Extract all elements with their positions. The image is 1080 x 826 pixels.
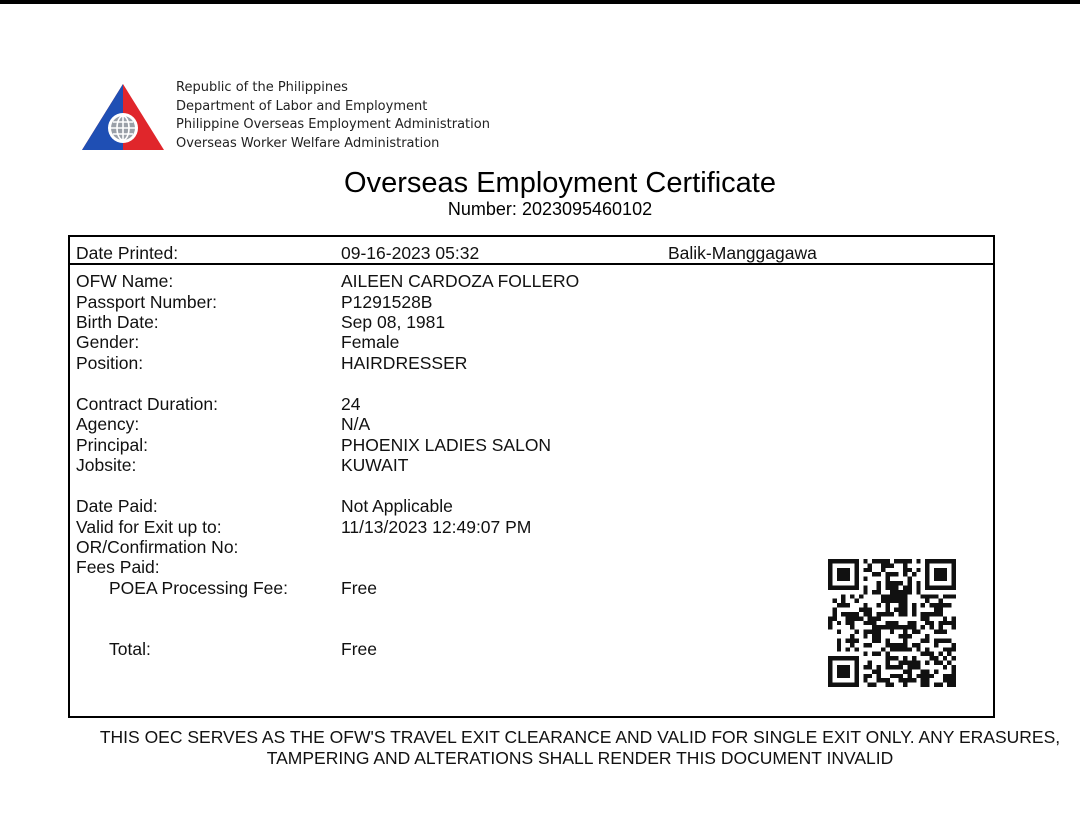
agency-header <box>176 79 490 153</box>
gender-value: Female <box>341 332 400 352</box>
date-paid-label: Date Paid: <box>76 496 158 516</box>
footer-line-2: TAMPERING AND ALTERATIONS SHALL RENDER THIS DOCUMENT INVALID <box>266 747 894 768</box>
total-value: Free <box>341 639 377 659</box>
agency-label: Agency: <box>76 414 140 434</box>
jobsite-value: KUWAIT <box>341 455 409 475</box>
agency-value: N/A <box>341 414 371 434</box>
agency-line: Philippine Overseas Employment Administration <box>176 117 490 132</box>
category-label: Balik-Manggagawa <box>668 243 817 263</box>
certificate-number <box>0 199 1080 220</box>
certificate-title: Overseas Employment Certificate <box>344 167 776 199</box>
qr-code-icon <box>828 559 956 687</box>
date-printed-row <box>70 237 993 265</box>
top-border <box>0 0 1080 4</box>
footer-line-1: THIS OEC SERVES AS THE OFW'S TRAVEL EXIT CLEARANCE AND VALID FOR SINGLE EXIT ONLY. ANY ERASURES, <box>99 727 1061 747</box>
agency-line: Department of Labor and Employment <box>176 98 428 114</box>
agency-line: Overseas Worker Welfare Administration <box>176 135 440 151</box>
date-printed-label: Date Printed: <box>76 243 179 263</box>
agency-line: Republic of the Philippines <box>176 80 348 95</box>
date-printed-value: 09-16-2023 05:32 <box>341 243 480 263</box>
gender-label: Gender: <box>76 332 140 352</box>
poea-fee-label: POEA Processing Fee: <box>109 578 288 598</box>
birth-date-label: Birth Date: <box>76 312 159 332</box>
number-value: 2023095460102 <box>521 199 653 219</box>
valid-exit-label: Valid for Exit up to: <box>76 517 222 537</box>
contract-duration-label: Contract Duration: <box>76 394 219 414</box>
passport-label: Passport Number: <box>76 292 218 312</box>
footer-disclaimer <box>60 727 1080 768</box>
fees-paid-label: Fees Paid: <box>76 557 160 577</box>
ofw-name-value: AILEEN CARDOZA FOLLERO <box>341 271 580 291</box>
jobsite-label: Jobsite: <box>76 455 137 475</box>
valid-exit-value: 11/13/2023 12:49:07 PM <box>341 517 532 537</box>
date-paid-value: Not Applicable <box>341 496 453 516</box>
number-label: Number: <box>447 199 517 219</box>
contract-duration-value: 24 <box>341 394 361 414</box>
or-confirmation-label: OR/Confirmation No: <box>76 537 239 557</box>
position-value: HAIRDRESSER <box>341 353 468 373</box>
birth-date-value: Sep 08, 1981 <box>341 312 446 332</box>
ofw-name-label: OFW Name: <box>76 271 174 291</box>
principal-value: PHOENIX LADIES SALON <box>341 435 552 455</box>
certificate-box <box>68 235 995 718</box>
total-label: Total: <box>109 639 151 659</box>
dole-logo-icon <box>80 82 166 152</box>
position-label: Position: <box>76 353 144 373</box>
poea-fee-value: Free <box>341 578 377 598</box>
passport-value: P1291528B <box>341 292 433 312</box>
principal-label: Principal: <box>76 435 148 455</box>
